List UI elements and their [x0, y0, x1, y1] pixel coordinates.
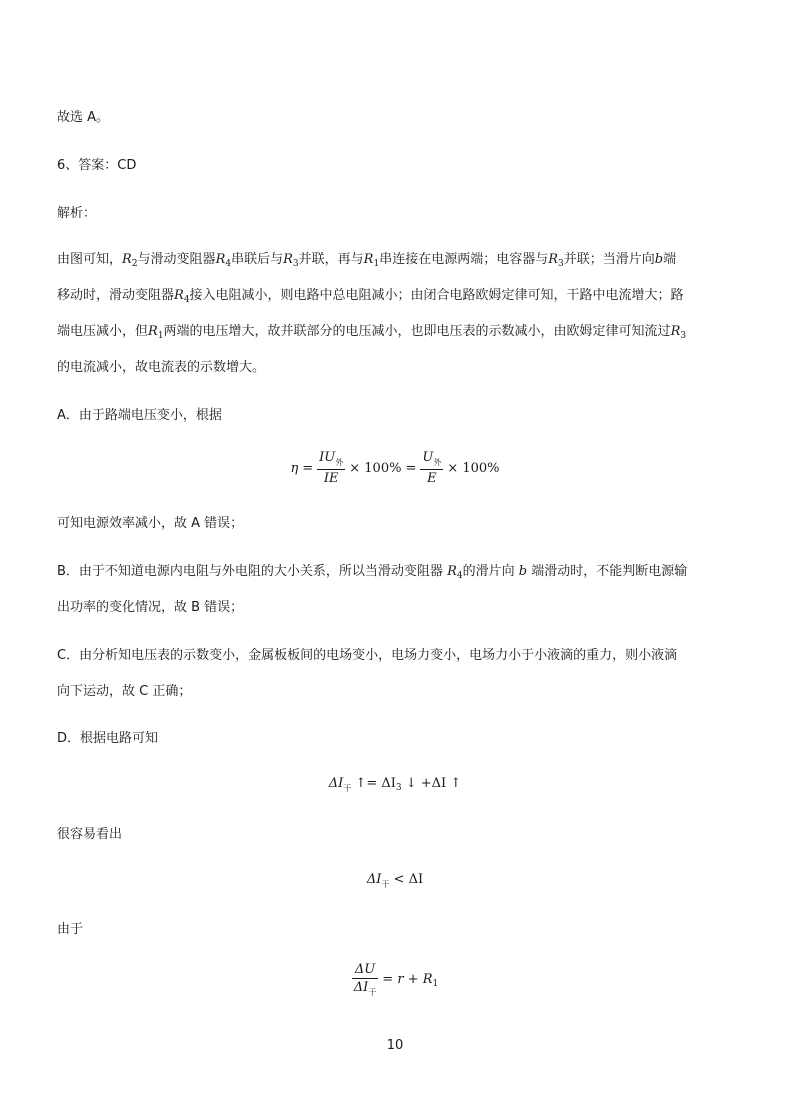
- option-c-line-2: 向下运动，故 C 正确；: [57, 684, 192, 699]
- option-a-conclusion: 可知电源效率减小，故 A 错误；: [57, 516, 244, 531]
- analysis-label: 解析：: [57, 206, 97, 221]
- analysis-line-3: 端电压减小，但$R_1$两端的电压增大，故并联部分的电压减小，也即电压表的示数减小，由欧姆定律可知流过$R_3$: [57, 324, 687, 341]
- option-b-line-1: B．由于不知道电源内电阻与外电阻的大小关系，所以当滑动变阻器 $R_4$的滑片向 b 端滑动时，不能判断电源输: [57, 564, 688, 581]
- analysis-line-4: 的电流减小，故电流表的示数增大。: [57, 360, 266, 375]
- analysis-line-1: 由图可知，$R_2$与滑动变阻器$R_4$串联后与$R_3$并联，再与$R_1$串连接在电源两端；电容器与$R_3$并联；当滑片向b端: [57, 252, 677, 269]
- conclusion-text: 故选 A。: [57, 110, 110, 125]
- efficiency-equation: η = $\frac{IU_外}{IE}$ × 100% = $\frac{U_外}{E}$ × 100%: [290, 450, 500, 486]
- option-d-since: 由于: [57, 922, 84, 937]
- option-d-hint: 很容易看出: [57, 827, 123, 842]
- current-equation: $\Delta I_干$ ↑= $\Delta I_3$ ↓ +ΔI ↑: [328, 776, 462, 793]
- fraction-2: $\frac{U_外}{E}$: [422, 450, 442, 486]
- option-c-line-1: C．由分析知电压表的示数变小，金属板板间的电场变小，电场力变小，电场力小于小液滴的重力，则小液滴: [57, 648, 678, 663]
- resistance-equation: $\frac{\Delta U}{\Delta I_干}$ = $r + R_1$: [353, 962, 439, 997]
- analysis-line-2: 移动时，滑动变阻器$R_4$接入电阻减小，则电路中总电阻减小；由闭合电路欧姆定律可知，干路中电流增大；路: [57, 288, 684, 305]
- fraction-1: $\frac{IU_外}{IE}$: [319, 450, 344, 486]
- inequality: $\Delta I_干 < \Delta I$: [366, 872, 424, 889]
- fraction-du-di: $\frac{\Delta U}{\Delta I_干}$: [353, 962, 377, 997]
- page-number: 10: [386, 1038, 404, 1053]
- option-d-intro: D．根据电路可知: [57, 731, 159, 746]
- answer-heading: 6、答案：CD: [57, 158, 137, 173]
- option-b-line-2: 出功率的变化情况，故 B 错误；: [57, 600, 244, 615]
- option-a-intro: A．由于路端电压变小，根据: [57, 408, 222, 423]
